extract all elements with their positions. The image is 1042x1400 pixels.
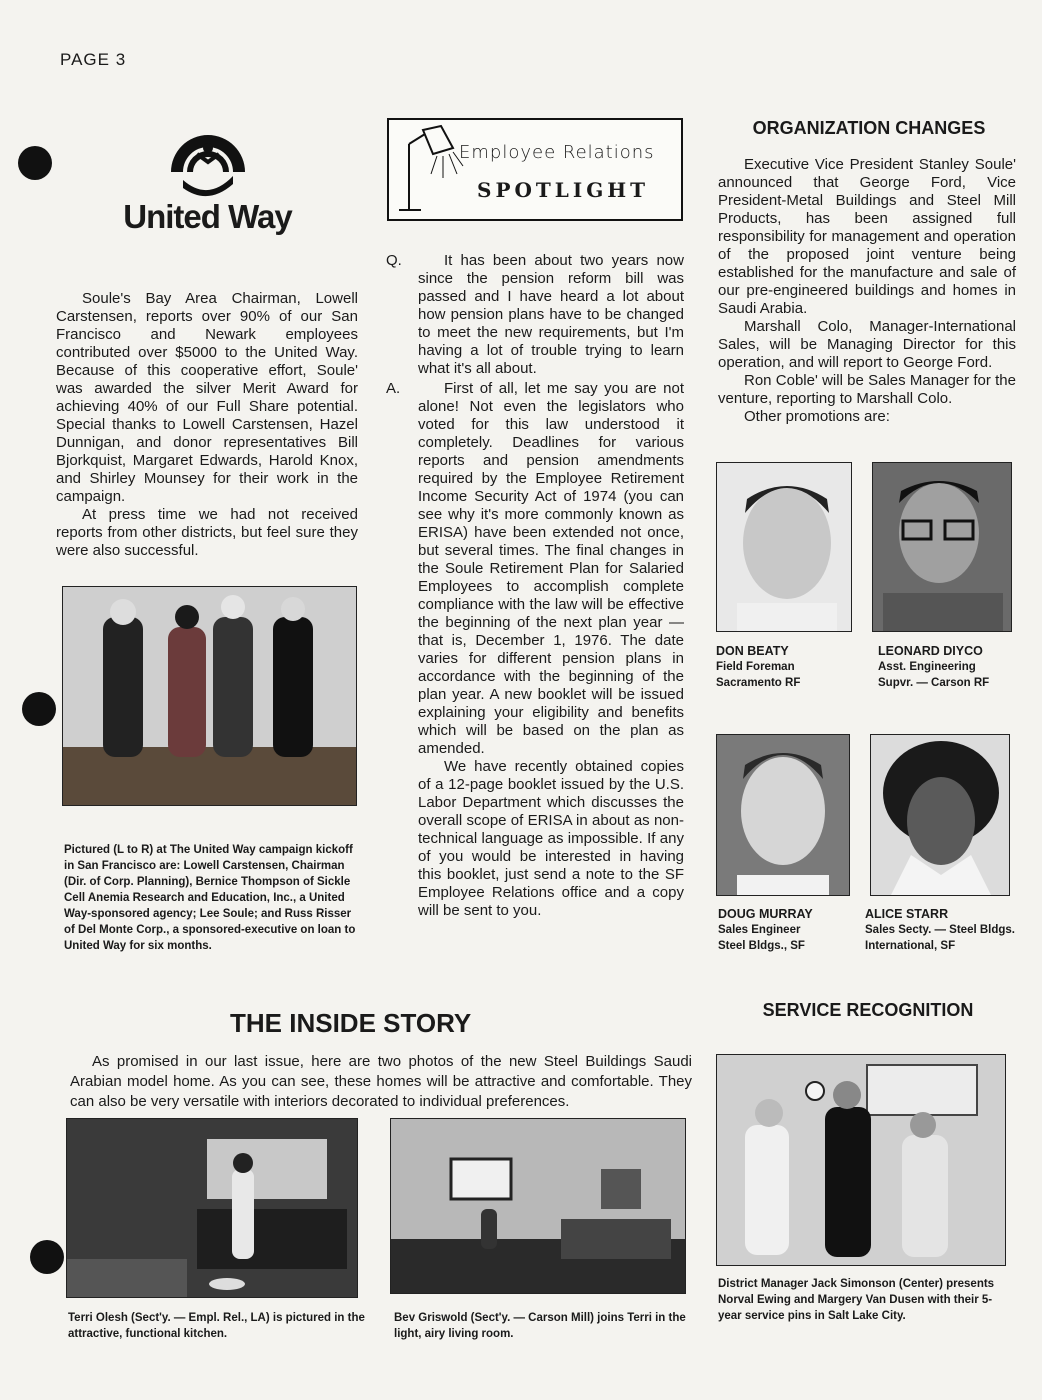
living-room-photo <box>390 1118 686 1294</box>
binder-hole-bottom <box>30 1240 64 1274</box>
org-changes-heading: ORGANIZATION CHANGES <box>752 118 986 138</box>
org-changes-paragraph-4: Other promotions are: <box>744 408 890 425</box>
page-number: PAGE 3 <box>60 50 127 69</box>
person-leonard-diyco <box>878 643 1028 691</box>
portrait-don-beaty <box>716 462 852 632</box>
spotlight-qa <box>386 252 684 920</box>
inside-story-heading: THE INSIDE STORY <box>230 1008 472 1038</box>
kitchen-photo-caption: Terri Olesh (Sect'y. — Empl. Rel., LA) is pictured in the attractive, functional kitchen. <box>68 1312 365 1340</box>
org-changes-paragraph-3: Ron Coble' will be Sales Manager for the venture, reporting to Marshall Colo. <box>718 372 1016 407</box>
person-alice-starr <box>865 906 1035 954</box>
person-title-1: Sales Engineer <box>718 924 801 936</box>
united-way-article <box>56 290 358 560</box>
spotlight-title: Employee Relations <box>459 142 655 163</box>
answer-text: First of all, let me say you are not alone! Not even the legislators who voted for this law understood it completely. Deadlines for various reports and pension amendments required by the Employee Retirement Income Security Act of 1974 (you can see why it's more commonly known as ERISA) have been extended not once, but several times. The final changes in the Soule Retirement Plan for Salaried Employees to accomplish complete compliance with the law will be effective the beginning of the next plan year — that is, December 1, 1976. The date varies for different pension plans in accordance with the beginning of the plan year. A new booklet will be issued explaining your eligibility and benefits which will be based on the plan as amended. <box>418 380 684 757</box>
portrait-alice-starr <box>870 734 1010 896</box>
united-way-logo-text: United Way <box>123 198 292 235</box>
portrait-leonard-diyco <box>872 462 1012 632</box>
person-title-2: Supvr. — Carson RF <box>878 677 990 689</box>
org-changes-paragraph-1: Executive Vice President Stanley Soule' announced that George Ford, Vice President-Metal Buildings and Steel Mill Products, has been assigned full responsibility for management and operation of the proposed joint venture being established for the manufacture and sale of our pre-engineered buildings and homes in Saudi Arabia. <box>718 156 1016 317</box>
person-name: DON BEATY <box>716 644 789 658</box>
binder-hole-top <box>18 146 52 180</box>
person-title-2: Steel Bldgs., SF <box>718 940 805 952</box>
person-name: ALICE STARR <box>865 907 949 921</box>
person-don-beaty <box>716 643 866 691</box>
org-changes-paragraph-2: Marshall Colo, Manager-International Sales, will be Managing Director for this operation, and will report to George Ford. <box>718 318 1016 371</box>
person-name: LEONARD DIYCO <box>878 644 983 658</box>
spotlight-subtitle: SPOTLIGHT <box>477 178 650 202</box>
portrait-doug-murray <box>716 734 850 896</box>
service-recognition-photo <box>716 1054 1006 1266</box>
kitchen-photo <box>66 1118 358 1298</box>
question-label: Q. <box>386 252 402 269</box>
spotlight-lamp-icon <box>395 122 465 217</box>
spotlight-header <box>387 118 683 221</box>
united-way-photo <box>62 586 357 806</box>
person-title-2: Sacramento RF <box>716 677 801 689</box>
united-way-photo-caption: Pictured (L to R) at The United Way campaign kickoff in San Francisco are: Lowell Carstensen, Chairman (Dir. of Corp. Planning), Bernice Thompson of Sickle Cell Anemia Research and Education, Inc., a United Way-sponsored agency; Lee Soule; and Russ Risser of Del Monte Corp., a sponsored-executive on loan to United Way for six months. <box>64 844 356 952</box>
binder-hole-middle <box>22 692 56 726</box>
answer-text-continued: We have recently obtained copies of a 12-page booklet issued by the U.S. Labor Department which discusses the overall scope of ERISA in about as non-technical language as impossible. If any of you would be interested in having this booklet, just send a note to the SF Employee Relations office and a copy will be sent to you. <box>418 758 684 919</box>
person-name: DOUG MURRAY <box>718 907 813 921</box>
answer-label: A. <box>386 380 401 397</box>
living-room-photo-caption: Bev Griswold (Sect'y. — Carson Mill) joins Terri in the light, airy living room. <box>394 1312 686 1340</box>
person-title-1: Asst. Engineering <box>878 661 976 673</box>
person-title-1: Field Foreman <box>716 661 795 673</box>
spotlight-answer <box>386 380 684 920</box>
person-title-1: Sales Secty. — Steel Bldgs. <box>865 924 1015 936</box>
person-title-2: International, SF <box>865 940 956 952</box>
inside-story-intro: As promised in our last issue, here are two photos of the new Steel Buildings Saudi Arabian model home. As you can see, these homes will be attractive and comfortable. They can also be very versatile with interiors decorated to individual preferences. <box>70 1053 692 1110</box>
question-text: It has been about two years now since the pension reform bill was passed and I have heard a lot about how pension plans have to be changed to meet the new requirements, but I'm having a lot of trouble trying to learn what it's all about. <box>418 252 684 377</box>
org-changes-article <box>718 156 1016 426</box>
service-recognition-heading: SERVICE RECOGNITION <box>762 1000 974 1020</box>
united-way-paragraph-1: Soule's Bay Area Chairman, Lowell Carstensen, reports over 90% of our San Francisco and Newark employees contributed over $5000 to the United Way. Because of this cooperative effort, Soule' was awarded the silver Merit Award for achieving 40% of our Full Share potential. Special thanks to Lowell Carstensen, Hazel Dunnigan, and donor representatives Bill Bjorkquist, Margaret Edwards, Harold Knox, and Shirley Mounsey for their work in the campaign. <box>56 290 358 505</box>
united-way-logo <box>100 110 315 240</box>
service-recognition-caption: District Manager Jack Simonson (Center) presents Norval Ewing and Margery Van Dusen with their 5-year service pins in Salt Lake City. <box>718 1278 995 1322</box>
united-way-logo-icon <box>163 110 253 200</box>
united-way-paragraph-2: At press time we had not received reports from other districts, but feel sure they were also successful. <box>56 506 358 559</box>
person-doug-murray <box>718 906 868 954</box>
spotlight-question <box>386 252 684 378</box>
